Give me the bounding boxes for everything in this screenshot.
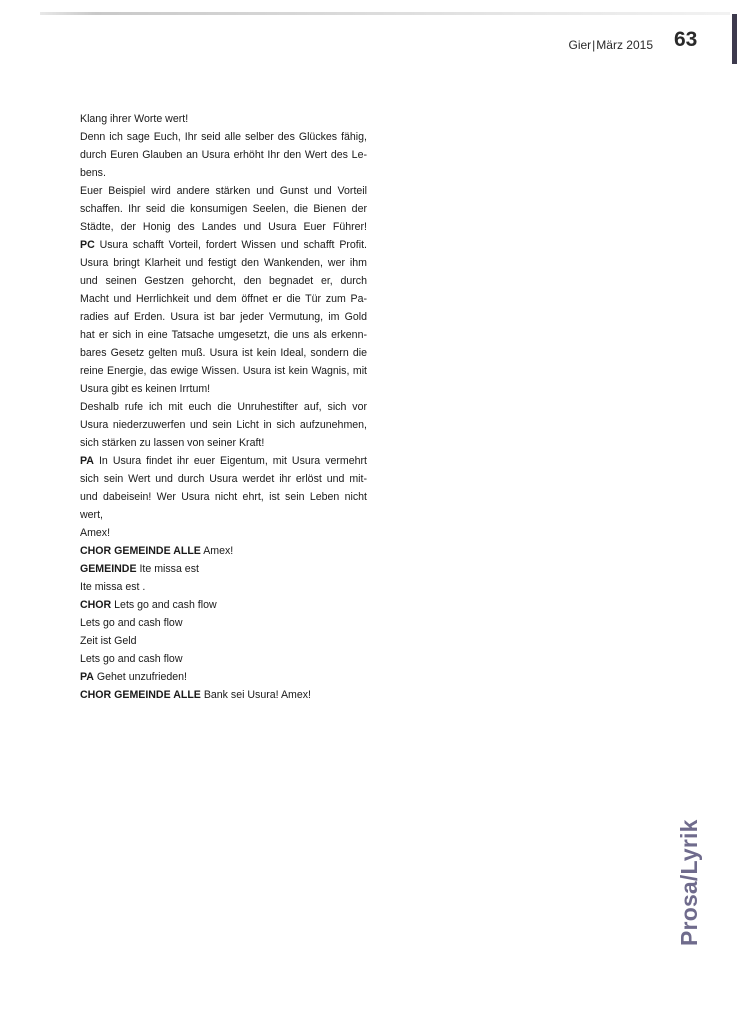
text-line: [80, 434, 367, 452]
line-text: Denn ich sage Euch, Ihr seid alle selber des Glückes fähig,: [80, 131, 367, 143]
text-line: [80, 236, 367, 254]
text-line: [80, 488, 367, 506]
text-line: [80, 128, 367, 146]
line-text: wert,: [80, 509, 103, 521]
issue-date: März 2015: [596, 38, 653, 52]
line-text: hat er sich in eine Tatsache umgesetzt, die uns als erkenn-: [80, 329, 367, 341]
text-line: [80, 254, 367, 272]
line-text: Deshalb rufe ich mit euch die Unruhestifter auf, sich vor: [80, 401, 367, 413]
text-line: [80, 218, 367, 236]
line-text: Usura gibt es keinen Irrtum!: [80, 383, 211, 395]
line-text: Bank sei Usura! Amex!: [203, 689, 311, 701]
text-line: [80, 164, 367, 182]
text-line: [80, 470, 367, 488]
text-line: [80, 506, 367, 524]
line-text: bares Gesetz gelten muß. Usura ist kein Ideal, sondern die: [80, 347, 367, 359]
page-number: 63: [674, 28, 698, 51]
line-text: durch Euren Glauben an Usura erhöht Ihr den Wert des Le-: [80, 149, 367, 161]
speaker-label: GEMEINDE: [80, 563, 137, 575]
line-text: Usura niederzuwerfen und sein Licht in sich aufzunehmen,: [80, 419, 367, 431]
line-text: In Usura findet ihr euer Eigentum, mit Usura vermehrt: [98, 455, 367, 467]
text-line: [80, 542, 367, 560]
line-text: Ite missa est: [139, 563, 199, 575]
speaker-label: CHOR GEMEINDE ALLE: [80, 545, 201, 557]
text-line: [80, 578, 367, 596]
line-text: Lets go and cash flow: [114, 599, 217, 611]
text-line: [80, 560, 367, 578]
line-text: Lets go and cash flow: [80, 653, 183, 665]
line-text: sich stärken zu lassen von seiner Kraft!: [80, 437, 265, 449]
line-text: radies auf Erden. Usura ist bar jeder Vermutung, im Gold: [80, 311, 367, 323]
top-rule: [40, 12, 730, 15]
text-line: [80, 650, 367, 668]
line-text: Klang ihrer Worte wert!: [80, 113, 189, 125]
text-line: [80, 290, 367, 308]
text-line: [80, 398, 367, 416]
line-text: Usura bringt Klarheit und festigt den Wankenden, wer ihm: [80, 257, 367, 269]
line-text: Amex!: [80, 527, 111, 539]
text-line: [80, 380, 367, 398]
text-line: [80, 110, 367, 128]
text-line: [80, 614, 367, 632]
text-line: [80, 344, 367, 362]
line-text: sich sein Wert und durch Usura werdet ihr erlöst und mit-: [80, 473, 367, 485]
text-line: [80, 308, 367, 326]
line-text: bens.: [80, 167, 106, 179]
speaker-label: CHOR: [80, 599, 112, 611]
line-text: und dabeisein! Wer Usura nicht ehrt, ist sein Leben nicht: [80, 491, 367, 503]
speaker-label: PA: [80, 671, 94, 683]
text-line: [80, 668, 367, 686]
line-text: Städte, der Honig des Landes und Usura Euer Führer!: [80, 221, 367, 233]
section-label: Prosa/Lyrik: [676, 819, 702, 946]
text-line: [80, 182, 367, 200]
text-line: [80, 362, 367, 380]
text-line: [80, 326, 367, 344]
line-text: Ite missa est .: [80, 581, 146, 593]
text-line: [80, 200, 367, 218]
page-edge-bar: [732, 14, 737, 64]
text-line: [80, 272, 367, 290]
running-head: [569, 38, 654, 52]
line-text: Gehet unzufrieden!: [96, 671, 187, 683]
body-text: [80, 110, 367, 704]
line-text: Macht und Herrlichkeit und dem öffnet er die Tür zum Pa-: [80, 293, 367, 305]
line-text: Lets go and cash flow: [80, 617, 183, 629]
line-text: Euer Beispiel wird andere stärken und Gunst und Vorteil: [80, 185, 367, 197]
speaker-label: PC: [80, 239, 95, 251]
header-separator: |: [592, 38, 596, 52]
text-line: [80, 596, 367, 614]
line-text: und seinen Gestzen gehorcht, den begnadet er, durch: [80, 275, 367, 287]
speaker-label: PA: [80, 455, 94, 467]
magazine-title: Gier: [568, 38, 592, 52]
speaker-label: CHOR GEMEINDE ALLE: [80, 689, 201, 701]
text-line: [80, 632, 367, 650]
text-line: [80, 524, 367, 542]
line-text: Usura schafft Vorteil, fordert Wissen und schafft Profit.: [99, 239, 367, 251]
line-text: schaffen. Ihr seid die konsumigen Seelen, die Bienen der: [80, 203, 367, 215]
text-line: [80, 452, 367, 470]
text-line: [80, 146, 367, 164]
text-line: [80, 686, 367, 704]
line-text: reine Energie, das ewige Wissen. Usura ist kein Wagnis, mit: [80, 365, 367, 377]
line-text: Zeit ist Geld: [80, 635, 137, 647]
text-line: [80, 416, 367, 434]
line-text: Amex!: [203, 545, 234, 557]
